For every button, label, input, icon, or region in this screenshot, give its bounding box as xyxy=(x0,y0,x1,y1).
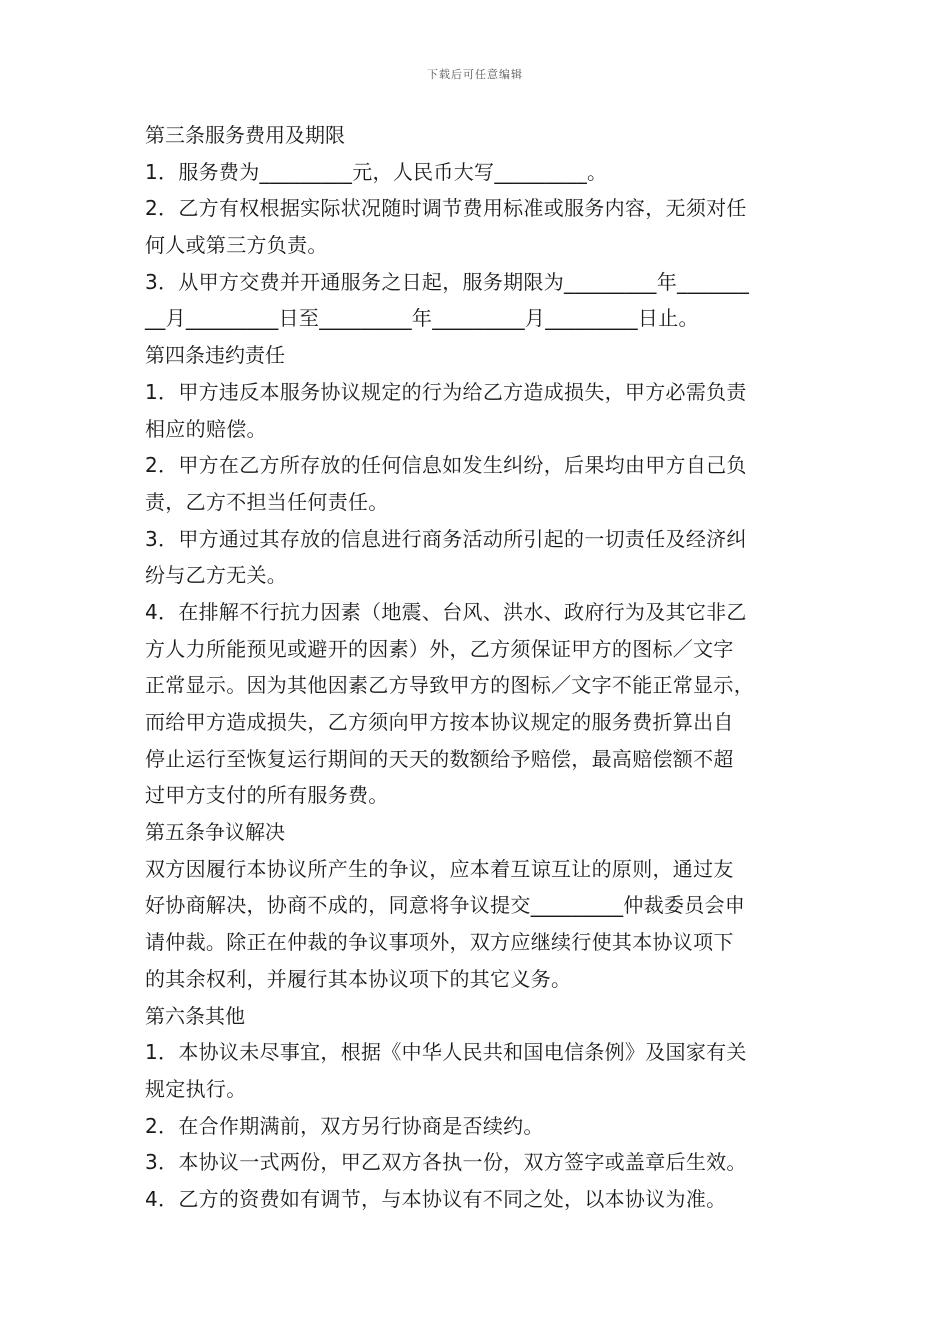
paragraph-line: __月_________日至_________年_________月_________日止。 xyxy=(145,306,699,331)
paragraph-line: 2．甲方在乙方所存放的任何信息如发生纠纷，后果均由甲方自己负 xyxy=(145,453,747,478)
section-heading: 第三条服务费用及期限 xyxy=(145,123,345,147)
paragraph-line: 1．甲方违反本服务协议规定的行为给乙方造成损失，甲方必需负责 xyxy=(145,379,747,404)
paragraph-line: 过甲方支付的所有服务费。 xyxy=(145,783,389,808)
paragraph-line: 1．本协议未尽事宜，根据《中华人民共和国电信条例》及国家有关 xyxy=(145,1040,747,1065)
page-header: 下载后可任意编辑 xyxy=(427,68,523,81)
section-heading: 第五条争议解决 xyxy=(145,820,285,845)
paragraph-line: 2．在合作期满前，双方另行协商是否续约。 xyxy=(145,1113,544,1138)
paragraph-line: 的其余权利，并履行其本协议项下的其它义务。 xyxy=(145,966,572,991)
paragraph-line: 请仲裁。除正在仲裁的争议事项外，双方应继续行使其本协议项下 xyxy=(145,930,734,955)
paragraph-line: 方人力所能预见或避开的因素）外，乙方须保证甲方的图标／文字 xyxy=(145,636,734,661)
paragraph-line: 3．本协议一式两份，甲乙双方各执一份，双方签字或盖章后生效。 xyxy=(145,1150,747,1175)
paragraph-line: 4．乙方的资费如有调节，与本协议有不同之处，以本协议为准。 xyxy=(145,1186,727,1211)
paragraph-line: 4．在排解不行抗力因素（地震、台风、洪水、政府行为及其它非乙 xyxy=(145,599,747,624)
document-body xyxy=(145,117,810,1218)
paragraph-line: 3．甲方通过其存放的信息进行商务活动所引起的一切责任及经济纠 xyxy=(145,526,747,551)
paragraph-line: 规定执行。 xyxy=(145,1076,247,1101)
paragraph-line: 何人或第三方负责。 xyxy=(145,233,328,258)
paragraph-line: 正常显示。因为其他因素乙方导致甲方的图标／文字不能正常显示， xyxy=(145,673,754,698)
paragraph-line: 2．乙方有权根据实际状况随时调节费用标准或服务内容，无须对任 xyxy=(145,196,747,221)
paragraph-line: 停止运行至恢复运行期间的天天的数额给予赔偿，最高赔偿额不超 xyxy=(145,746,734,771)
paragraph-line: 1．服务费为_________元，人民币大写_________。 xyxy=(145,159,608,184)
paragraph-line: 双方因履行本协议所产生的争议，应本着互谅互让的原则，通过友 xyxy=(145,856,734,881)
paragraph-line: 而给甲方造成损失，乙方须向甲方按本协议规定的服务费折算出自 xyxy=(145,710,734,734)
paragraph-line: 相应的赔偿。 xyxy=(145,416,267,441)
paragraph-line: 纷与乙方无关。 xyxy=(145,563,288,588)
section-heading: 第四条违约责任 xyxy=(145,343,285,368)
section-heading: 第六条其他 xyxy=(145,1003,245,1028)
paragraph-line: 3．从甲方交费并开通服务之日起，服务期限为_________年_______ xyxy=(145,269,750,294)
paragraph-line: 责，乙方不担当任何责任。 xyxy=(145,489,389,514)
paragraph-line: 好协商解决，协商不成的，同意将争议提交_________仲裁委员会申 xyxy=(145,893,746,918)
